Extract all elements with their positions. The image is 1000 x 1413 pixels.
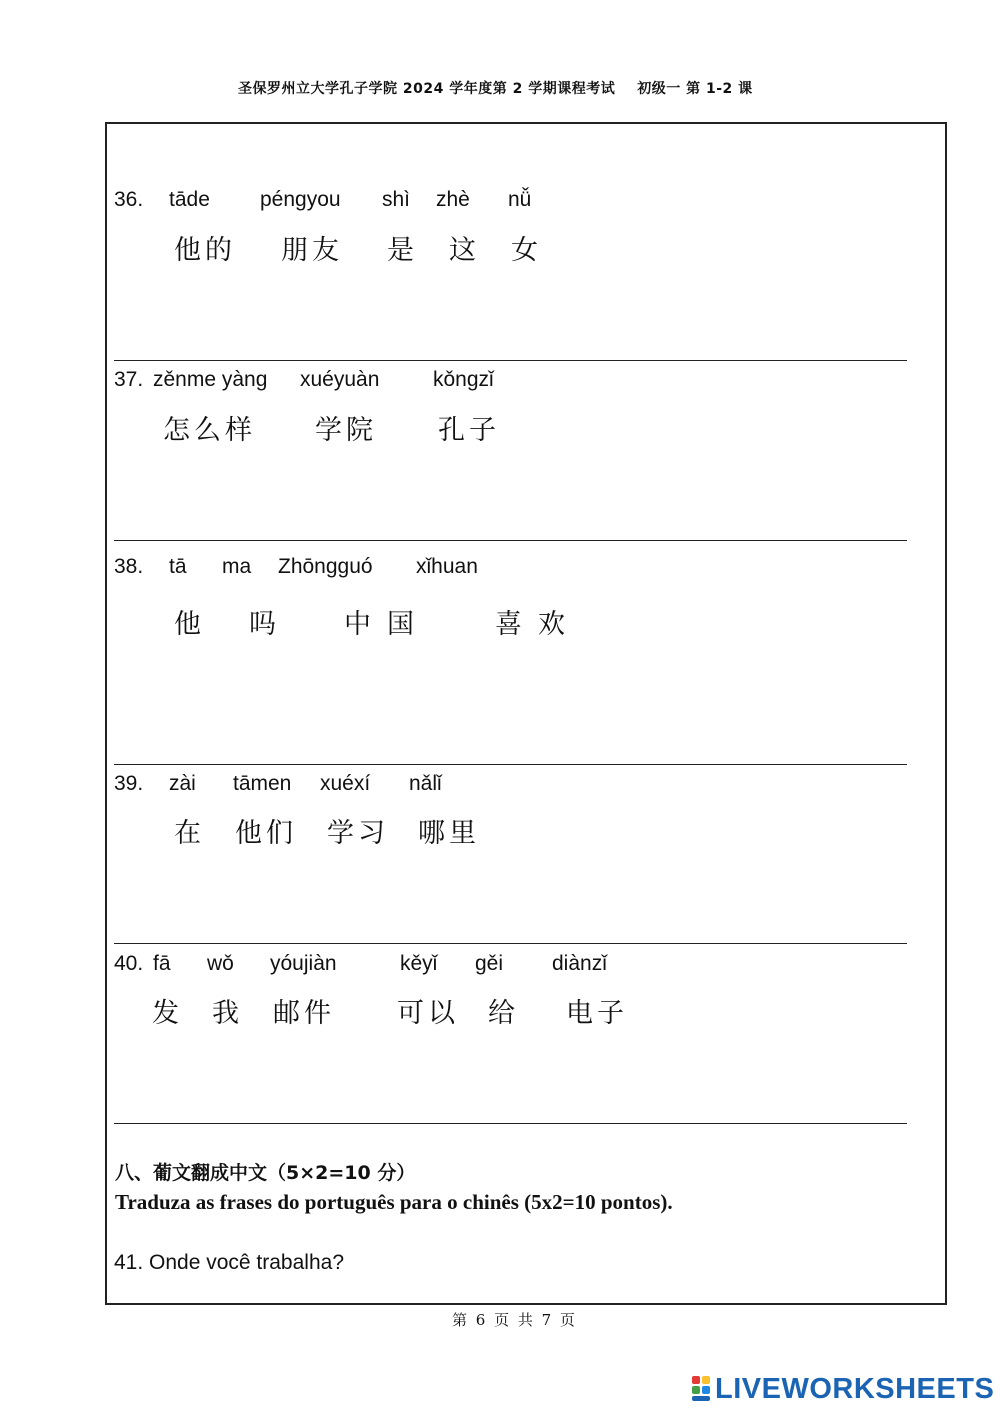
hanzi-word-card[interactable]: 学院: [315, 415, 377, 446]
answer-line: [114, 1123, 907, 1124]
pinyin-word: nǚ: [508, 188, 532, 211]
pinyin-word: nǎlǐ: [409, 772, 442, 795]
hanzi-word-card[interactable]: 是: [387, 235, 418, 266]
pinyin-word: diànzǐ: [552, 952, 607, 975]
pinyin-word: péngyou: [260, 188, 341, 211]
liveworksheets-logo: [692, 1372, 994, 1406]
hanzi-word-card[interactable]: 孔子: [438, 415, 500, 446]
hanzi-word-card[interactable]: 哪里: [418, 818, 480, 849]
section-instruction: Traduza as frases do português para o chinês (5x2=10 pontos).: [115, 1190, 673, 1214]
pinyin-word: Zhōngguó: [278, 555, 373, 578]
question-number: 40.: [114, 952, 144, 975]
pinyin-word: zài: [169, 772, 196, 795]
question-number: 39.: [114, 772, 144, 795]
hanzi-word-card[interactable]: 女: [511, 235, 542, 266]
pinyin-word: tāde: [169, 188, 210, 211]
pinyin-word: wǒ: [207, 952, 234, 975]
hanzi-word-card[interactable]: 他: [174, 609, 205, 640]
hanzi-word-card[interactable]: 吗: [249, 609, 280, 640]
question-number: 37.: [114, 368, 144, 391]
pinyin-word: gěi: [475, 952, 504, 975]
exam-level: 初级一 第 1-2 课: [637, 81, 753, 97]
hanzi-word-card[interactable]: 我: [212, 998, 243, 1029]
hanzi-word-card[interactable]: 这: [449, 235, 480, 266]
hanzi-word-card[interactable]: 他们: [235, 818, 297, 849]
hanzi-word-card[interactable]: 学习: [327, 818, 389, 849]
pinyin-word: shì: [382, 188, 411, 211]
pinyin-word: zhè: [436, 188, 470, 211]
liveworksheets-wordmark: LIVEWORKSHEETS: [715, 1372, 995, 1405]
answer-line: [114, 943, 907, 944]
pinyin-word: kěyǐ: [400, 952, 438, 975]
pinyin-word: tāmen: [233, 772, 292, 795]
section-title: 八、葡文翻成中文（5×2=10 分）: [115, 1162, 416, 1184]
hanzi-word-card[interactable]: 喜欢: [495, 609, 581, 640]
answer-line: [114, 540, 907, 541]
liveworksheets-logo-icon: [692, 1376, 712, 1402]
pinyin-word: yóujiàn: [270, 952, 337, 975]
question-41: 41. Onde você trabalha?: [114, 1251, 344, 1274]
hanzi-word-card[interactable]: 怎么样: [163, 415, 256, 446]
hanzi-word-card[interactable]: 中国: [344, 609, 430, 640]
hanzi-word-card[interactable]: 朋友: [281, 235, 343, 266]
pinyin-word: kǒngzǐ: [433, 368, 494, 391]
hanzi-word-card[interactable]: 他的: [174, 235, 236, 266]
hanzi-word-card[interactable]: 可以: [397, 998, 459, 1029]
pinyin-word: xuéxí: [320, 772, 371, 795]
question-number: 38.: [114, 555, 144, 578]
pinyin-word: ma: [222, 555, 252, 578]
pinyin-word: tā: [169, 555, 187, 578]
hanzi-word-card[interactable]: 邮件: [273, 998, 335, 1029]
pinyin-word: xuéyuàn: [300, 368, 380, 391]
page-number: 第 6 页 共 7 页: [452, 1311, 577, 1329]
hanzi-word-card[interactable]: 在: [174, 818, 205, 849]
pinyin-word: zěnme yàng: [153, 368, 268, 391]
answer-line: [114, 764, 907, 765]
exam-header: [238, 78, 838, 98]
pinyin-word: xǐhuan: [416, 555, 478, 578]
hanzi-word-card[interactable]: 发: [152, 998, 183, 1029]
question-number: 36.: [114, 188, 144, 211]
exam-title: 圣保罗州立大学孔子学院 2024 学年度第 2 学期课程考试: [238, 81, 616, 97]
hanzi-word-card[interactable]: 给: [488, 998, 519, 1029]
answer-line: [114, 360, 907, 361]
pinyin-word: fā: [153, 952, 171, 975]
hanzi-word-card[interactable]: 电子: [566, 998, 628, 1029]
page-frame: [105, 122, 947, 1305]
